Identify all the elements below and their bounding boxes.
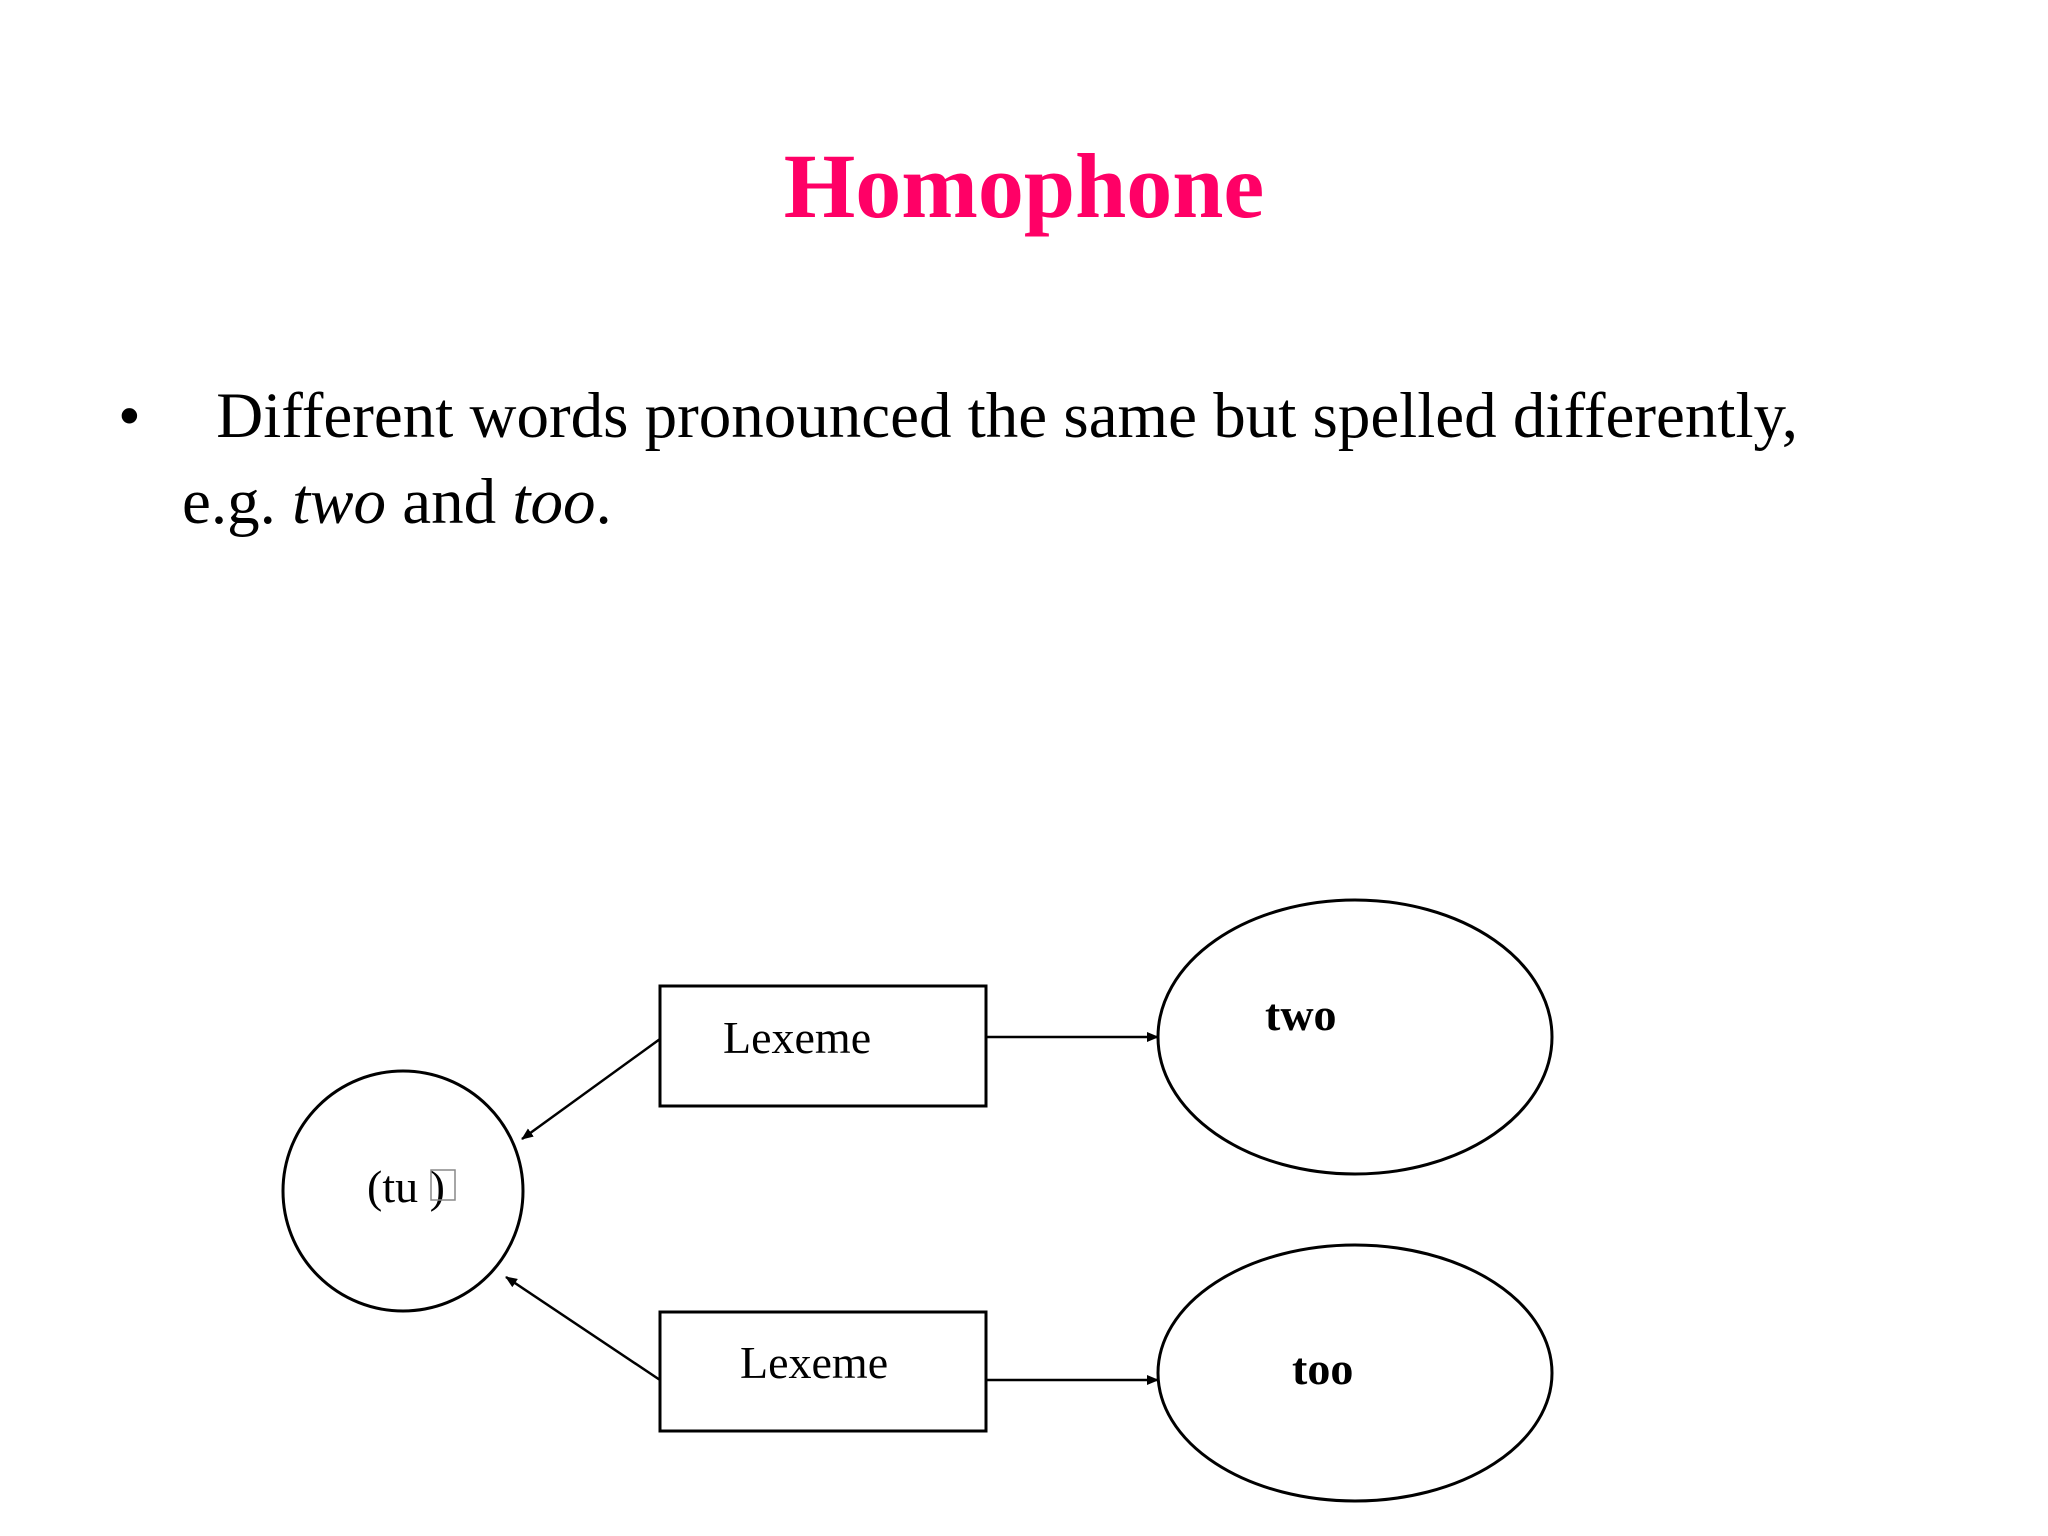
lexeme-label-bottom: Lexeme (740, 1337, 889, 1388)
form-label-too: too (1292, 1343, 1354, 1394)
bullet-line-1: Different words pronounced the same but spelled differently, (200, 380, 1799, 452)
example-connector: and (386, 466, 513, 538)
pronunciation-label: (tu ) (367, 1161, 445, 1212)
example-suffix: . (595, 466, 612, 538)
slide-title: Homophone (783, 135, 1265, 237)
example-word-two: two (292, 466, 387, 538)
arrow-lexeme-top-to-pronunciation (522, 1039, 660, 1139)
form-node-two (1158, 900, 1552, 1174)
lexeme-label-top: Lexeme (723, 1012, 872, 1063)
form-label-two: two (1265, 989, 1337, 1040)
example-prefix: e.g. (182, 466, 293, 538)
form-node-too (1158, 1245, 1552, 1501)
arrow-lexeme-bottom-to-pronunciation (506, 1277, 660, 1380)
bullet-marker: • (118, 380, 141, 452)
example-word-too: too (512, 466, 596, 538)
